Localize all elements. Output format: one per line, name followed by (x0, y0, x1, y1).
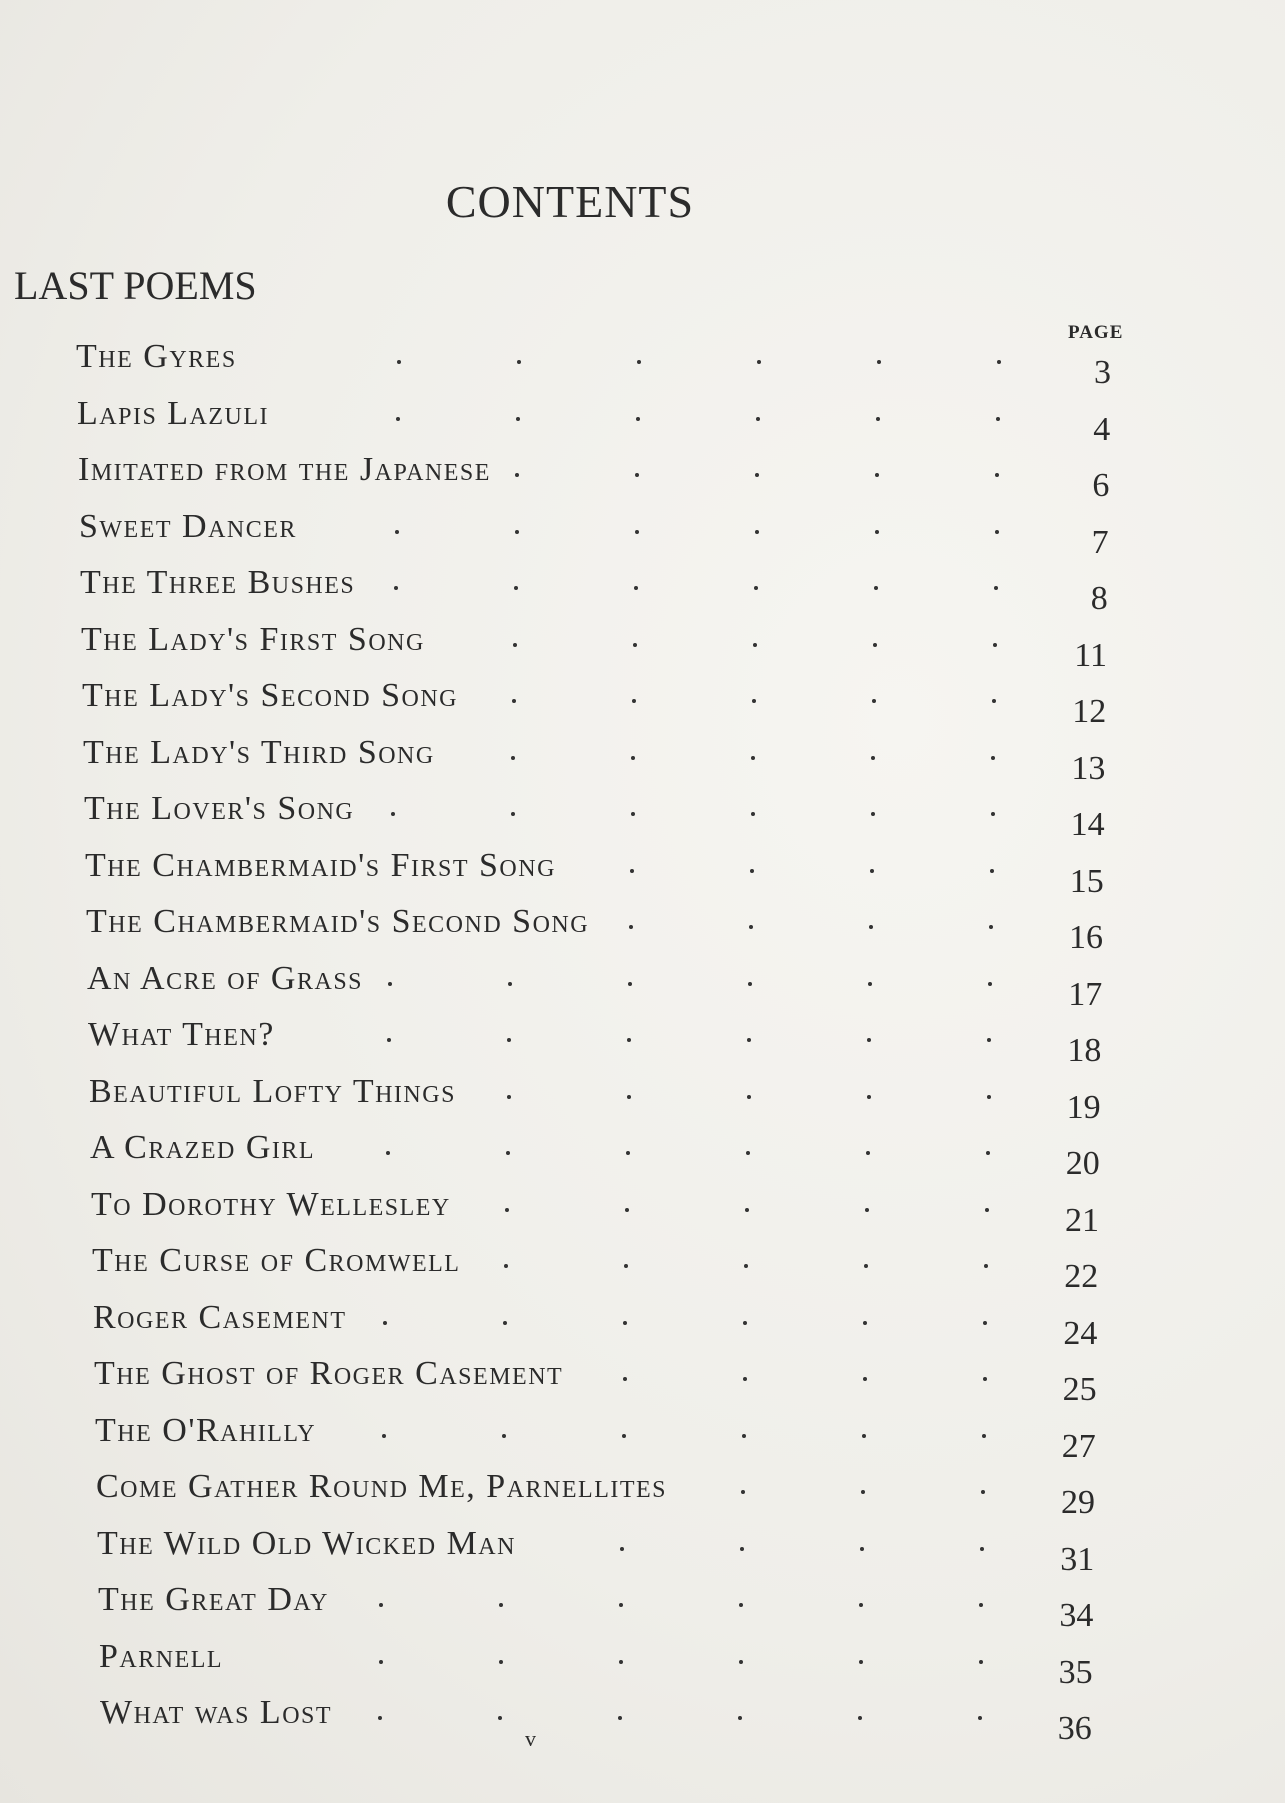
entry-title: The Lady's Third Song (83, 733, 435, 771)
entry-page-number: 3 (1094, 354, 1111, 391)
leader-dot (394, 586, 398, 590)
entry-page-number: 36 (1057, 1710, 1092, 1747)
contents-entry (91, 1185, 1099, 1239)
entry-title: The Wild Old Wicked Man (97, 1524, 516, 1562)
leader-dot (859, 1603, 863, 1607)
leader-dot (989, 925, 993, 929)
leader-dot (979, 1603, 983, 1607)
leader-dot (751, 756, 755, 760)
entry-title: Roger Casement (93, 1298, 347, 1336)
leader-dot (618, 1716, 622, 1720)
leader-dot (738, 1716, 742, 1720)
entry-page-number: 12 (1072, 693, 1107, 730)
dot-leader (85, 857, 994, 887)
leader-dot (503, 1321, 507, 1325)
contents-entry (84, 790, 1105, 843)
leader-dot (987, 1038, 991, 1042)
entry-page-number: 25 (1062, 1371, 1097, 1408)
leader-dot (622, 1434, 626, 1438)
leader-dot (862, 1434, 866, 1438)
leader-dot (875, 473, 879, 477)
leader-dot (863, 1377, 867, 1381)
entry-page-number: 4 (1093, 410, 1111, 448)
leader-dot (992, 699, 996, 703)
leader-dot (867, 1038, 871, 1042)
entry-title: To Dorothy Wellesley (91, 1185, 451, 1223)
entry-title: The Chambermaid's First Song (85, 846, 556, 884)
contents-entry (95, 1411, 1096, 1465)
dot-leader (88, 1026, 991, 1056)
leader-dot (748, 982, 752, 986)
leader-dot (750, 869, 754, 873)
leader-dot (747, 1095, 751, 1099)
section-heading: LAST POEMS (14, 263, 257, 308)
entry-title: The Three Bushes (80, 564, 356, 601)
leader-dot (507, 1038, 511, 1042)
entry-title: The Chambermaid's Second Song (86, 903, 590, 940)
page-column-label: PAGE (1068, 322, 1124, 343)
entry-title: Lapis Lazuli (77, 394, 270, 432)
leader-dot (993, 643, 997, 647)
contents-entry (85, 846, 1104, 900)
leader-dot (636, 417, 640, 421)
leader-dot (991, 756, 995, 760)
dot-leader (82, 687, 996, 717)
contents-entry (83, 733, 1106, 787)
entry-title: An Acre of Grass (87, 959, 364, 997)
contents-entry (81, 620, 1107, 674)
leader-dot (740, 1547, 744, 1551)
dot-leader (100, 1704, 982, 1734)
leader-dot (739, 1603, 743, 1607)
entry-title: Imitated from the Japanese (78, 451, 491, 488)
dot-leader (91, 1196, 989, 1226)
entry-title: Sweet Dancer (79, 507, 297, 545)
leader-dot (628, 982, 632, 986)
dot-leader (84, 800, 995, 830)
contents-entry (93, 1298, 1098, 1352)
leader-dot (873, 643, 877, 647)
entry-title: What was Lost (100, 1694, 333, 1731)
leader-dot (988, 982, 992, 986)
entry-page-number: 8 (1090, 580, 1108, 617)
entry-title: The Lady's Second Song (82, 677, 458, 714)
contents-entry (80, 564, 1108, 617)
dot-leader (80, 574, 998, 604)
leader-dot (870, 869, 874, 873)
leader-dot (517, 360, 521, 364)
contents-entry (97, 1524, 1095, 1578)
leader-dot (753, 643, 757, 647)
leader-dot (631, 756, 635, 760)
contents-entry (96, 1468, 1095, 1521)
leader-dot (996, 417, 1000, 421)
entry-page-number: 24 (1063, 1314, 1098, 1352)
leader-dot (515, 530, 519, 534)
contents-entry (99, 1637, 1093, 1691)
dot-leader (77, 405, 1000, 435)
leader-dot (631, 812, 635, 816)
leader-dot (388, 982, 392, 986)
leader-dot (741, 1490, 745, 1494)
page-title: CONTENTS (445, 176, 695, 227)
leader-dot (869, 925, 873, 929)
leader-dot (997, 360, 1001, 364)
contents-entry (94, 1355, 1097, 1408)
entry-page-number: 19 (1066, 1088, 1101, 1126)
entry-title: The Great Day (98, 1581, 329, 1618)
leader-dot (860, 1547, 864, 1551)
leader-dot (745, 1208, 749, 1212)
leader-dot (387, 1038, 391, 1042)
leader-dot (986, 1151, 990, 1155)
entry-page-number: 17 (1068, 975, 1103, 1013)
dot-leader (94, 1365, 987, 1395)
leader-dot (979, 1660, 983, 1664)
entry-title: What Then? (88, 1016, 275, 1053)
entry-page-number: 18 (1067, 1032, 1102, 1069)
entry-page-number: 15 (1069, 862, 1104, 900)
contents-entry (100, 1694, 1092, 1747)
leader-dot (865, 1208, 869, 1212)
leader-dot (630, 869, 634, 873)
leader-dot (506, 1151, 510, 1155)
leader-dot (499, 1660, 503, 1664)
entry-page-number: 34 (1059, 1597, 1094, 1634)
leader-dot (757, 360, 761, 364)
leader-dot (983, 1321, 987, 1325)
leader-dot (755, 473, 759, 477)
leader-dot (623, 1321, 627, 1325)
dot-leader (79, 518, 999, 548)
leader-dot (751, 812, 755, 816)
contents-entry (77, 394, 1111, 448)
leader-dot (382, 1434, 386, 1438)
leader-dot (981, 1490, 985, 1494)
entry-title: Beautiful Lofty Things (89, 1072, 456, 1110)
contents-entry (78, 451, 1110, 504)
entry-page-number: 21 (1065, 1201, 1099, 1239)
leader-dot (505, 1208, 509, 1212)
leader-dot (864, 1264, 868, 1268)
dot-leader (90, 1139, 990, 1169)
leader-dot (859, 1660, 863, 1664)
dot-leader (98, 1591, 983, 1621)
contents-entry (98, 1581, 1094, 1634)
leader-dot (504, 1264, 508, 1268)
leader-dot (866, 1151, 870, 1155)
leader-dot (877, 360, 881, 364)
leader-dot (637, 360, 641, 364)
entry-title: A Crazed Girl (90, 1129, 316, 1166)
leader-dot (395, 530, 399, 534)
contents-entry (88, 1016, 1102, 1069)
leader-dot (994, 586, 998, 590)
entry-title: The O'Rahilly (95, 1411, 317, 1449)
entry-title: The Lover's Song (84, 790, 355, 827)
entry-title: The Ghost of Roger Casement (94, 1355, 564, 1392)
leader-dot (984, 1264, 988, 1268)
leader-dot (743, 1377, 747, 1381)
contents-entry (82, 677, 1107, 730)
leader-dot (635, 530, 639, 534)
leader-dot (632, 699, 636, 703)
dot-leader (86, 913, 993, 943)
entry-page-number: 22 (1064, 1258, 1099, 1295)
leader-dot (627, 1095, 631, 1099)
leader-dot (875, 530, 879, 534)
leader-dot (983, 1377, 987, 1381)
leader-dot (746, 1151, 750, 1155)
dot-leader (96, 1478, 985, 1508)
leader-dot (627, 1038, 631, 1042)
leader-dot (508, 982, 512, 986)
entry-title: The Curse of Cromwell (92, 1242, 461, 1279)
leader-dot (502, 1434, 506, 1438)
leader-dot (629, 925, 633, 929)
entry-page-number: 7 (1091, 523, 1109, 561)
entry-page-number: 6 (1092, 467, 1110, 504)
leader-dot (743, 1321, 747, 1325)
leader-dot (386, 1151, 390, 1155)
dot-leader (95, 1422, 986, 1452)
leader-dot (987, 1095, 991, 1099)
contents-entry (89, 1072, 1101, 1126)
leader-dot (747, 1038, 751, 1042)
leader-dot (511, 756, 515, 760)
contents-entry (86, 903, 1103, 956)
entry-page-number: 11 (1074, 636, 1107, 674)
contents-entry (92, 1242, 1099, 1295)
contents-entry (76, 338, 1111, 391)
leader-dot (755, 530, 759, 534)
dot-leader (83, 744, 995, 774)
entry-page-number: 13 (1071, 749, 1106, 787)
leader-dot (742, 1434, 746, 1438)
dot-leader (97, 1535, 984, 1565)
leader-dot (872, 699, 876, 703)
leader-dot (619, 1603, 623, 1607)
contents-entry (87, 959, 1103, 1013)
leader-dot (995, 530, 999, 534)
leader-dot (378, 1716, 382, 1720)
leader-dot (512, 699, 516, 703)
leader-dot (635, 473, 639, 477)
entry-page-number: 14 (1070, 806, 1105, 843)
leader-dot (396, 417, 400, 421)
entry-title: The Gyres (76, 338, 237, 375)
leader-dot (511, 812, 515, 816)
leader-dot (871, 756, 875, 760)
leader-dot (980, 1547, 984, 1551)
entry-page-number: 35 (1058, 1653, 1093, 1691)
leader-dot (858, 1716, 862, 1720)
contents-entry (79, 507, 1109, 561)
leader-dot (995, 473, 999, 477)
dot-leader (99, 1648, 983, 1678)
leader-dot (391, 812, 395, 816)
leader-dot (982, 1434, 986, 1438)
entry-title: The Lady's First Song (81, 620, 425, 658)
leader-dot (624, 1264, 628, 1268)
entry-title: Come Gather Round Me, Parnellites (96, 1468, 668, 1505)
leader-dot (754, 586, 758, 590)
leader-dot (871, 812, 875, 816)
leader-dot (507, 1095, 511, 1099)
leader-dot (623, 1377, 627, 1381)
leader-dot (379, 1660, 383, 1664)
entry-page-number: 31 (1060, 1540, 1095, 1578)
leader-dot (990, 869, 994, 873)
leader-dot (513, 643, 517, 647)
dot-leader (81, 631, 997, 661)
leader-dot (752, 699, 756, 703)
entry-page-number: 27 (1061, 1427, 1096, 1465)
page-folio: v (525, 1726, 536, 1751)
leader-dot (861, 1490, 865, 1494)
leader-dot (620, 1547, 624, 1551)
leader-dot (876, 417, 880, 421)
leader-dot (397, 360, 401, 364)
leader-dot (634, 586, 638, 590)
leader-dot (619, 1660, 623, 1664)
leader-dot (868, 982, 872, 986)
leader-dot (991, 812, 995, 816)
leader-dot (499, 1603, 503, 1607)
entry-page-number: 20 (1065, 1145, 1100, 1182)
leader-dot (985, 1208, 989, 1212)
leader-dot (514, 586, 518, 590)
entry-title: Parnell (99, 1637, 224, 1675)
entry-page-number: 29 (1061, 1484, 1095, 1521)
leader-dot (379, 1603, 383, 1607)
leader-dot (749, 925, 753, 929)
leader-dot (744, 1264, 748, 1268)
entry-page-number: 16 (1069, 919, 1103, 956)
dot-leader (92, 1252, 988, 1282)
leader-dot (867, 1095, 871, 1099)
contents-entry (90, 1129, 1100, 1182)
leader-dot (739, 1660, 743, 1664)
dot-leader (76, 348, 1001, 378)
leader-dot (625, 1208, 629, 1212)
leader-dot (633, 643, 637, 647)
leader-dot (516, 417, 520, 421)
dot-leader (78, 461, 999, 491)
dot-leader (93, 1309, 987, 1339)
leader-dot (515, 473, 519, 477)
dot-leader (87, 970, 992, 1000)
leader-dot (383, 1321, 387, 1325)
leader-dot (498, 1716, 502, 1720)
leader-dot (874, 586, 878, 590)
leader-dot (756, 417, 760, 421)
dot-leader (89, 1083, 991, 1113)
leader-dot (978, 1716, 982, 1720)
leader-dot (863, 1321, 867, 1325)
leader-dot (626, 1151, 630, 1155)
